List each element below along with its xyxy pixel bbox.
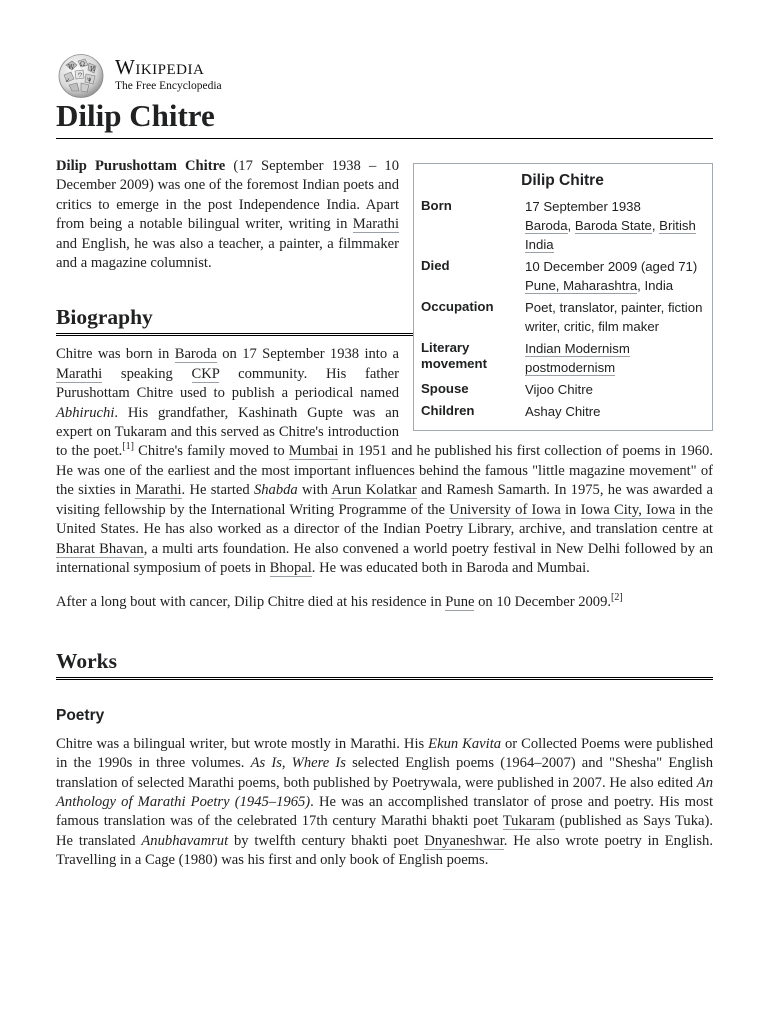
infobox-label: Literary movement — [421, 340, 487, 371]
text: . His grandfather, Kashinath Gupte was an expert on Tukaram and this served as Chitre's introduction to the poet. — [56, 404, 399, 460]
text: in 1951 and he published his first collection of poems in 1960. He was one of the earliest and the most important influences behind the famous "little magazine movement" of the sixties in — [56, 443, 713, 499]
text: (published as Says Tuka). He translated — [56, 813, 713, 849]
infobox-row-died — [421, 257, 704, 295]
link-ckp[interactable]: CKP — [191, 365, 220, 382]
text: . He also wrote poetry in English. Travelling in a Cage (1980) was his first and only book of English poems. — [56, 832, 713, 869]
reference-2[interactable]: [2] — [611, 592, 623, 604]
subsection-heading-poetry: Poetry — [56, 706, 105, 724]
infobox-label: Died — [421, 258, 450, 273]
page-title: Dilip Chitre — [56, 96, 713, 139]
text: with — [297, 482, 332, 499]
link-marathi[interactable]: Marathi — [352, 216, 399, 233]
text: Chitre's family moved to — [133, 443, 289, 460]
text: or Collected Poems were published in the 1990s in three volumes. — [56, 735, 713, 772]
link-baroda[interactable]: Baroda — [525, 218, 568, 233]
died-date: 10 December 2009 (aged 71) — [525, 259, 698, 274]
infobox-value: Vijoo Chitre — [525, 382, 593, 397]
text: by twelfth century bhakti poet — [228, 832, 425, 849]
infobox — [413, 163, 713, 431]
link-indian-modernism[interactable]: Indian Modernism — [525, 341, 630, 356]
site-wordmark[interactable] — [115, 56, 222, 93]
text: speaking — [102, 365, 192, 382]
infobox-label: Occupation — [421, 299, 494, 314]
link-marathi[interactable]: Marathi — [135, 482, 182, 499]
link-tukaram[interactable]: Tukaram — [502, 813, 555, 830]
work-title: Ekun Kavita — [428, 735, 502, 752]
svg-text:И: И — [90, 66, 96, 73]
text: community. His father Purushottam Chitre used to publish a periodical named — [56, 365, 399, 402]
infobox-value — [525, 197, 704, 254]
infobox-value — [525, 339, 704, 377]
article-content — [56, 157, 713, 871]
link-bharat-bhavan[interactable]: Bharat Bhavan — [56, 540, 144, 557]
text: . He started — [181, 482, 254, 499]
born-date: 17 September 1938 — [525, 199, 641, 214]
svg-text:Ω: Ω — [80, 61, 85, 68]
infobox-label: Spouse — [421, 381, 469, 396]
link-postmodernism[interactable]: postmodernism — [525, 360, 616, 375]
text: and English, he was also a teacher, a painter, a filmmaker and a magazine columnist. — [56, 235, 399, 272]
died-country: , India — [637, 278, 674, 293]
section-heading-works: Works — [56, 647, 713, 680]
link-dnyaneshwar[interactable]: Dnyaneshwar — [424, 832, 504, 849]
text: Chitre was born in — [56, 346, 175, 363]
work-title: Anubhavamrut — [141, 832, 229, 849]
text: in — [560, 501, 581, 518]
link-mumbai[interactable]: Mumbai — [288, 443, 339, 460]
text: on 17 September 1938 into a — [216, 346, 399, 363]
periodical-name: Abhiruchi — [56, 404, 115, 421]
text: After a long bout with cancer, Dilip Chitre died at his residence in — [56, 594, 446, 611]
work-title: As Is, Where Is — [250, 755, 346, 772]
separator: , — [651, 218, 660, 233]
link-baroda-state[interactable]: Baroda State — [574, 218, 652, 233]
infobox-row-spouse — [421, 380, 704, 399]
infobox-label: Born — [421, 198, 452, 213]
text: . He was educated both in Baroda and Mumbai. — [311, 559, 590, 576]
section-heading-biography: Biography — [56, 303, 713, 336]
link-bhopal[interactable]: Bhopal — [269, 559, 312, 576]
infobox-row-movement — [421, 339, 704, 377]
magazine-name: Shabda — [253, 482, 298, 499]
link-pune-maharashtra[interactable]: Pune, Maharashtra — [525, 278, 638, 293]
link-pune[interactable]: Pune — [445, 594, 475, 611]
text: and Ramesh Samarth. In 1975, he was awarded a visiting fellowship by the International Writing Programme of the — [56, 482, 713, 518]
svg-text:ر: ر — [66, 75, 69, 82]
reference-1[interactable]: [1] — [122, 441, 134, 453]
poetry-paragraph — [56, 735, 713, 871]
wikipedia-globe-icon[interactable] — [56, 53, 106, 99]
infobox-row-occupation — [421, 298, 704, 336]
infobox-value: Poet, translator, painter, fiction writer, critic, film maker — [525, 300, 703, 334]
text: (17 September 1938 – 10 December 2009) was one of the foremost Indian poets and critics to emerge in the post Independence India. Apart from being a notable bilingual writer, writing in — [56, 158, 399, 233]
text: on 10 December 2009. — [474, 594, 612, 611]
separator: , — [567, 218, 575, 233]
svg-text:W: W — [68, 64, 75, 71]
link-university-of-iowa[interactable]: University of Iowa — [449, 501, 561, 518]
svg-text:ウ: ウ — [77, 72, 84, 79]
text: Chitre was a bilingual writer, but wrote mostly in Marathi. His — [56, 735, 429, 752]
infobox-label: Children — [421, 403, 475, 418]
infobox-row-children — [421, 402, 704, 421]
subject-name: Dilip Purushottam Chitre — [56, 158, 226, 174]
link-baroda[interactable]: Baroda — [174, 346, 217, 363]
infobox-title: Dilip Chitre — [521, 172, 604, 189]
site-tagline: The Free Encyclopedia — [115, 80, 222, 92]
text: , a multi arts foundation. He also convened a world poetry festival in New Delhi followed by an international symposium of poets in — [56, 540, 713, 576]
svg-text:ψ: ψ — [87, 76, 92, 83]
link-british-india[interactable]: British India — [525, 218, 696, 252]
infobox-value: Ashay Chitre — [525, 404, 601, 419]
text: selected English poems (1964–2007) and "Shesha" English translation of selected Marathi poems, both published by Poetrywala, were published in 2007. He also edited — [56, 755, 714, 791]
text: . He was an accomplished translator of prose and poetry. His most famous translation was of the celebrated 17th century Marathi bhakti poet — [56, 793, 714, 830]
text: in the United States. He has also worked as a director of the Indian Poetry Library, archive, and translation centre at — [56, 501, 713, 538]
site-name: Wikipedia — [115, 55, 205, 79]
link-iowa-city[interactable]: Iowa City, Iowa — [580, 501, 676, 518]
link-arun-kolatkar[interactable]: Arun Kolatkar — [331, 482, 417, 499]
work-title: An Anthology of Marathi Poetry (1945–1965) — [56, 774, 713, 810]
biography-paragraph-death — [56, 593, 713, 612]
infobox-row-born — [421, 197, 704, 254]
infobox-value — [525, 257, 704, 295]
link-marathi[interactable]: Marathi — [56, 365, 103, 382]
